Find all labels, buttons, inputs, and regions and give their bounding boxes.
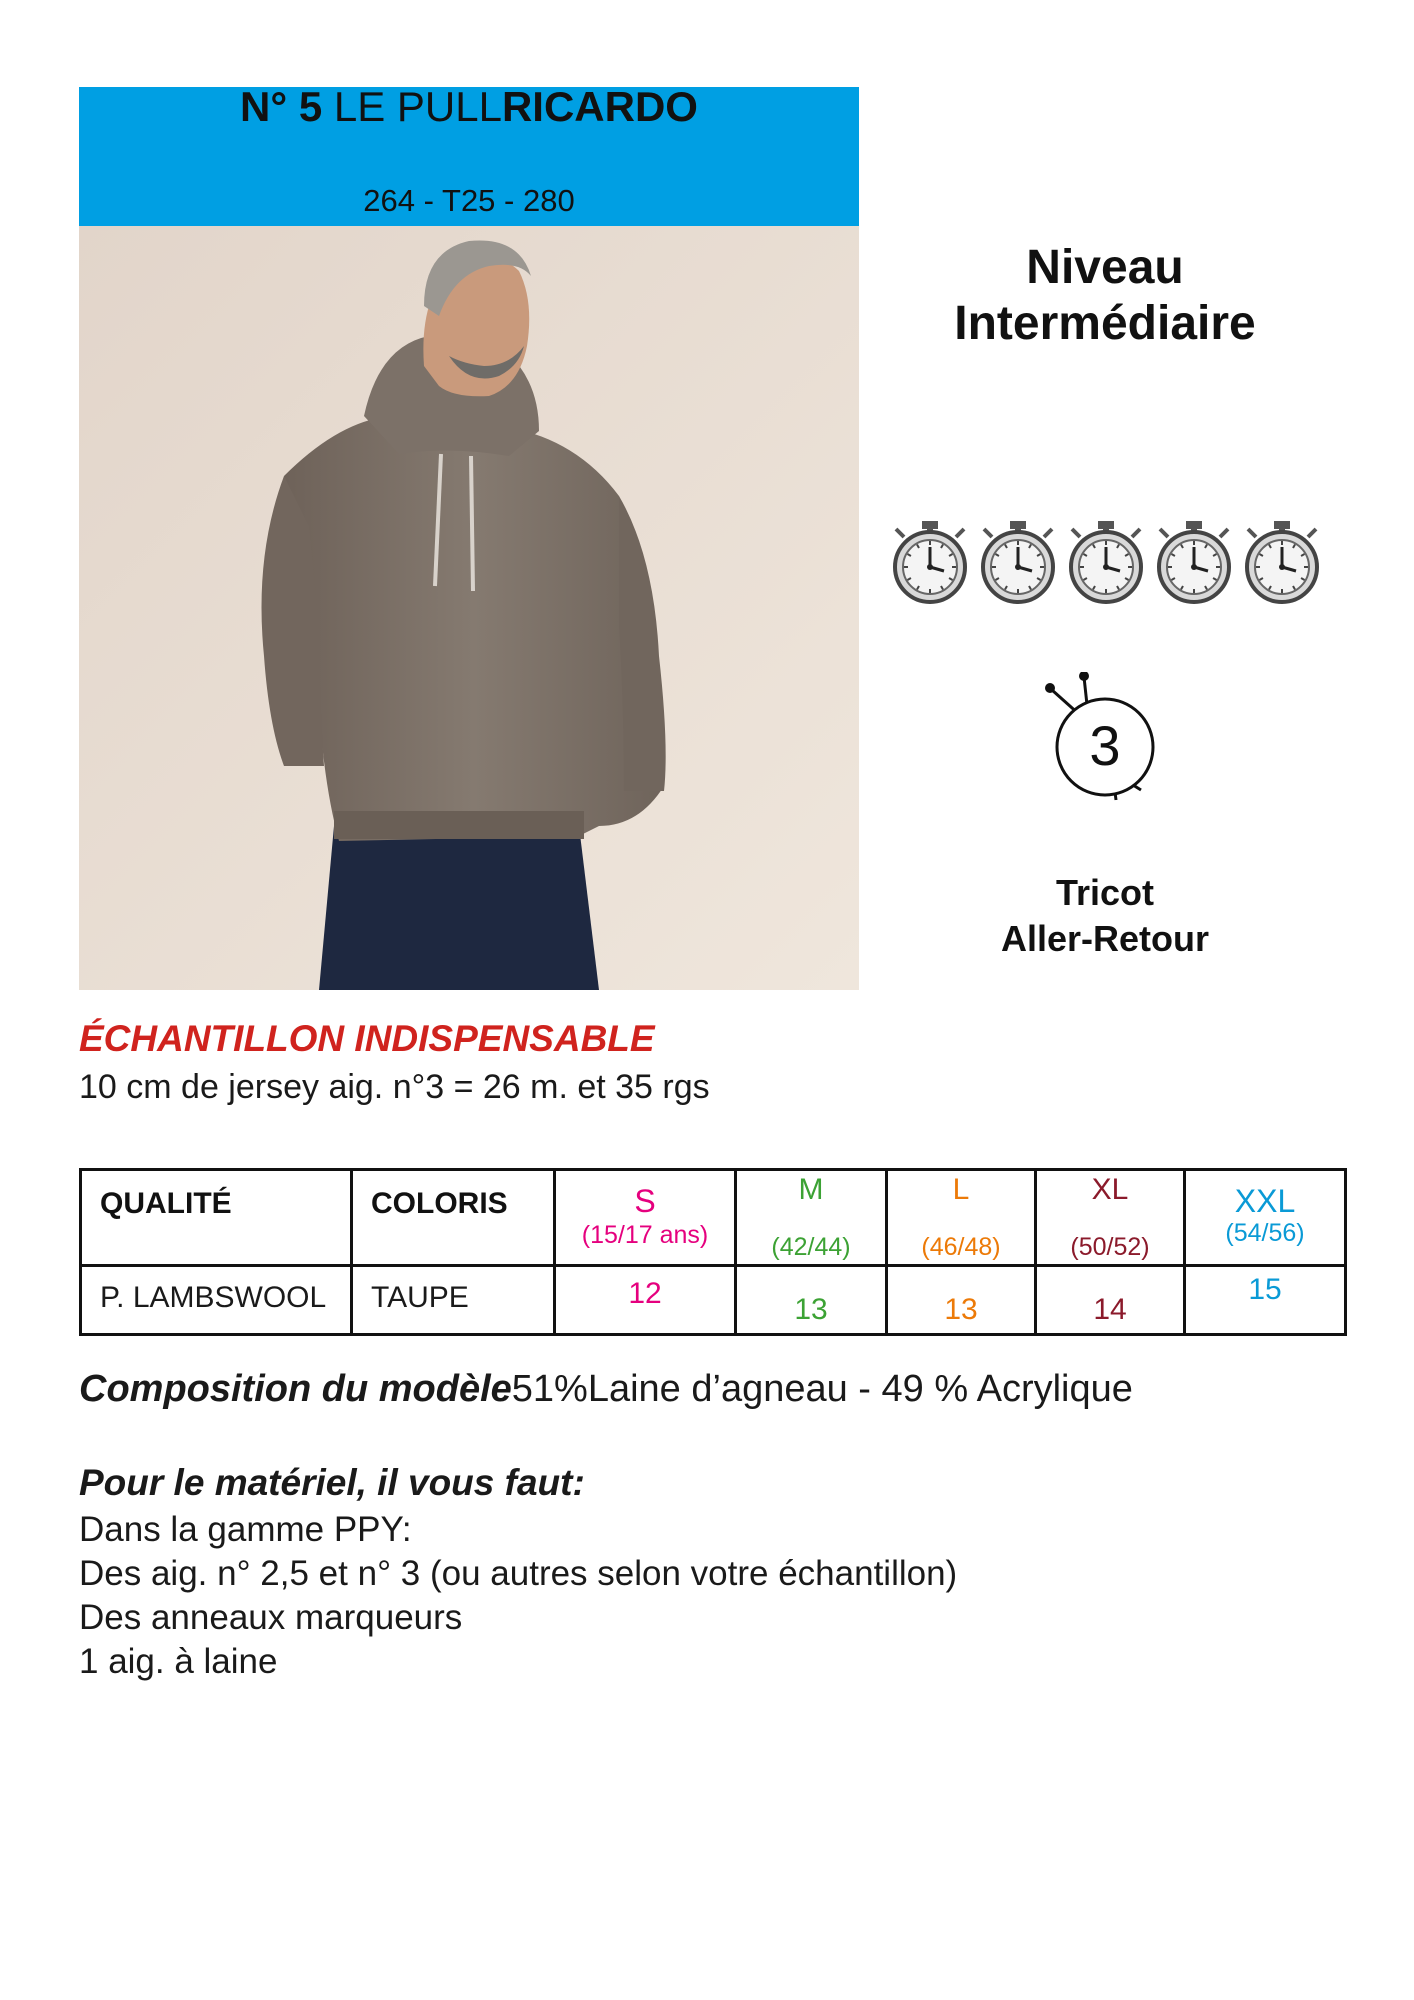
- technique-line1: Tricot: [1055, 872, 1154, 913]
- color-cell: TAUPE: [352, 1265, 555, 1334]
- qty-value: 12: [628, 1276, 662, 1310]
- table-row: [81, 1265, 1346, 1334]
- size-label: XXL: [1234, 1183, 1296, 1219]
- quality-header: QUALITÉ: [81, 1170, 352, 1266]
- quality-cell: P. LAMBSWOOL: [81, 1265, 352, 1334]
- model-photo: [79, 226, 859, 990]
- header-banner: [79, 83, 859, 226]
- level-label: Niveau: [1026, 241, 1184, 294]
- size-range: (50/52): [1070, 1233, 1150, 1261]
- color-header: COLORIS: [352, 1170, 555, 1266]
- list-item: 1 aig. à laine: [79, 1642, 278, 1681]
- pattern-number: N° 5: [240, 83, 323, 130]
- qty-cell-l: [887, 1265, 1036, 1334]
- qty-value: 15: [1248, 1272, 1282, 1306]
- pattern-name-bold: RICARDO: [501, 83, 698, 130]
- time-rating: [888, 515, 1322, 610]
- qty-cell-xxl: [1185, 1265, 1346, 1334]
- stopwatch-icon: [895, 521, 965, 602]
- size-header-s: [555, 1170, 736, 1266]
- level-value: Intermédiaire: [954, 297, 1256, 350]
- materials-heading: Pour le matériel, il vous faut:: [79, 1462, 585, 1503]
- composition-value: 51%Laine d’agneau - 49 % Acrylique: [511, 1368, 1133, 1410]
- list-item: Dans la gamme PPY:: [79, 1510, 412, 1549]
- size-header-l: [887, 1170, 1036, 1266]
- size-header-xxl: [1185, 1170, 1346, 1266]
- materials-list: [79, 1508, 957, 1684]
- qty-cell-m: [736, 1265, 887, 1334]
- pattern-reference: 264 - T25 - 280: [363, 183, 575, 218]
- qty-cell-s: [555, 1265, 736, 1334]
- yarn-quantity-table: [79, 1168, 1347, 1336]
- needle-size-value: 3: [1089, 714, 1121, 777]
- size-range: (46/48): [921, 1233, 1001, 1261]
- list-item: Des aig. n° 2,5 et n° 3 (ou autres selon votre échantillon): [79, 1554, 958, 1593]
- stopwatch-icon: [1159, 521, 1229, 602]
- pattern-title: [79, 83, 859, 130]
- size-header-m: [736, 1170, 887, 1266]
- size-header-xl: [1036, 1170, 1185, 1266]
- qty-value: 13: [944, 1292, 978, 1326]
- stopwatch-icon: [1247, 521, 1317, 602]
- composition: [79, 1368, 1133, 1411]
- size-range: (15/17 ans): [581, 1221, 709, 1249]
- qty-value: 14: [1093, 1292, 1127, 1326]
- gauge-heading: ÉCHANTILLON INDISPENSABLE: [79, 1018, 655, 1059]
- size-label: XL: [1091, 1173, 1129, 1206]
- table-header-row: [81, 1170, 1346, 1266]
- qty-cell-xl: [1036, 1265, 1185, 1334]
- size-label: M: [798, 1173, 824, 1206]
- composition-label: Composition du modèle: [79, 1368, 512, 1410]
- pattern-name-light: LE PULL: [333, 83, 502, 130]
- man-in-taupe-hooded-sweater-photo: [79, 226, 859, 990]
- stopwatch-icon: [1071, 521, 1141, 602]
- needle-size-badge: [1040, 672, 1170, 812]
- list-item: Des anneaux marqueurs: [79, 1598, 463, 1637]
- stopwatch-icon: [983, 521, 1053, 602]
- technique-line2: Aller-Retour: [1000, 918, 1210, 959]
- size-range: (42/44): [771, 1233, 851, 1261]
- knitting-technique: [880, 870, 1330, 962]
- size-label: S: [634, 1183, 656, 1219]
- size-label: L: [952, 1173, 970, 1206]
- qty-value: 13: [794, 1292, 828, 1326]
- size-range: (54/56): [1225, 1219, 1305, 1247]
- difficulty-level: [880, 240, 1330, 352]
- gauge-text: 10 cm de jersey aig. n°3 = 26 m. et 35 rgs: [79, 1068, 710, 1106]
